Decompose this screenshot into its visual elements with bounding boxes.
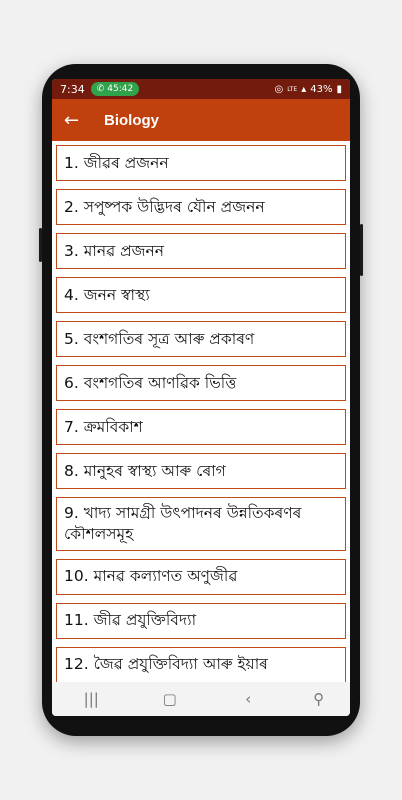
- chapter-title: 3. মানৱ প্ৰজনন: [64, 241, 165, 260]
- call-timer: 45:42: [107, 84, 134, 94]
- chapter-title: 7. ক্ৰমবিকাশ: [64, 417, 143, 436]
- app-bar: [52, 99, 350, 141]
- battery-icon: ▮: [336, 83, 342, 95]
- chapter-title: 5. বংশগতিৰ সূত্ৰ আৰু প্ৰকাৰণ: [64, 329, 255, 348]
- list-item[interactable]: [56, 365, 346, 401]
- list-item[interactable]: [56, 145, 346, 181]
- status-icons: [275, 84, 343, 95]
- list-item[interactable]: [56, 233, 346, 269]
- list-item[interactable]: [56, 277, 346, 313]
- app-screen: [52, 79, 350, 716]
- recents-icon[interactable]: |||: [83, 690, 99, 708]
- power-button: [360, 224, 363, 276]
- chapter-title: 10. মানৱ কল্যাণত অণুজীৱ: [64, 567, 238, 586]
- arrow-left-icon[interactable]: ←: [64, 109, 80, 131]
- list-item[interactable]: [56, 497, 346, 551]
- list-item[interactable]: [56, 409, 346, 445]
- chapter-title: 9. খাদ্য সামগ্ৰী উৎপাদনৰ উন্নতিকৰণৰ কৌশলসমূহ: [64, 504, 302, 543]
- chapter-title: 1. জীৱৰ প্ৰজনন: [64, 153, 169, 172]
- back-triangle-icon[interactable]: ‹: [245, 690, 252, 708]
- chapter-title: 6. বংশগতিৰ আণৱিক ভিত্তি: [64, 373, 237, 392]
- list-item[interactable]: [56, 647, 346, 683]
- chapter-title: 2. সপুষ্পক উদ্ভিদৰ যৌন প্ৰজনন: [64, 197, 265, 216]
- chapter-title: 11. জীৱ প্ৰযুক্তিবিদ্যা: [64, 611, 197, 630]
- chapter-title: 4. জনন স্বাস্থ্য: [64, 285, 150, 304]
- list-item[interactable]: [56, 189, 346, 225]
- chapter-title: 8. মানুহৰ স্বাস্থ্য আৰু ৰোগ: [64, 461, 226, 480]
- phone-icon: ✆: [96, 84, 105, 94]
- page-title: Biology: [104, 111, 159, 129]
- list-item[interactable]: [56, 559, 346, 595]
- call-indicator[interactable]: [91, 82, 139, 96]
- chapter-title: 12. জৈৱ প্ৰযুক্তিবিদ্যা আৰু ইয়াৰ: [64, 655, 268, 674]
- battery-percent: 43%: [310, 83, 333, 95]
- signal-icon: ▴: [301, 83, 307, 95]
- list-item[interactable]: [56, 603, 346, 639]
- status-bar: [52, 79, 350, 99]
- chapter-list: [52, 141, 350, 683]
- volume-button: [39, 228, 42, 262]
- system-nav-bar: [52, 682, 350, 716]
- status-time: 7:34: [60, 82, 85, 96]
- signal-text: LTE: [287, 85, 298, 93]
- hotspot-icon: ◎: [274, 83, 284, 95]
- home-icon[interactable]: ▢: [162, 690, 177, 708]
- list-item[interactable]: [56, 453, 346, 489]
- accessibility-icon[interactable]: ⚲: [313, 690, 325, 708]
- list-item[interactable]: [56, 321, 346, 357]
